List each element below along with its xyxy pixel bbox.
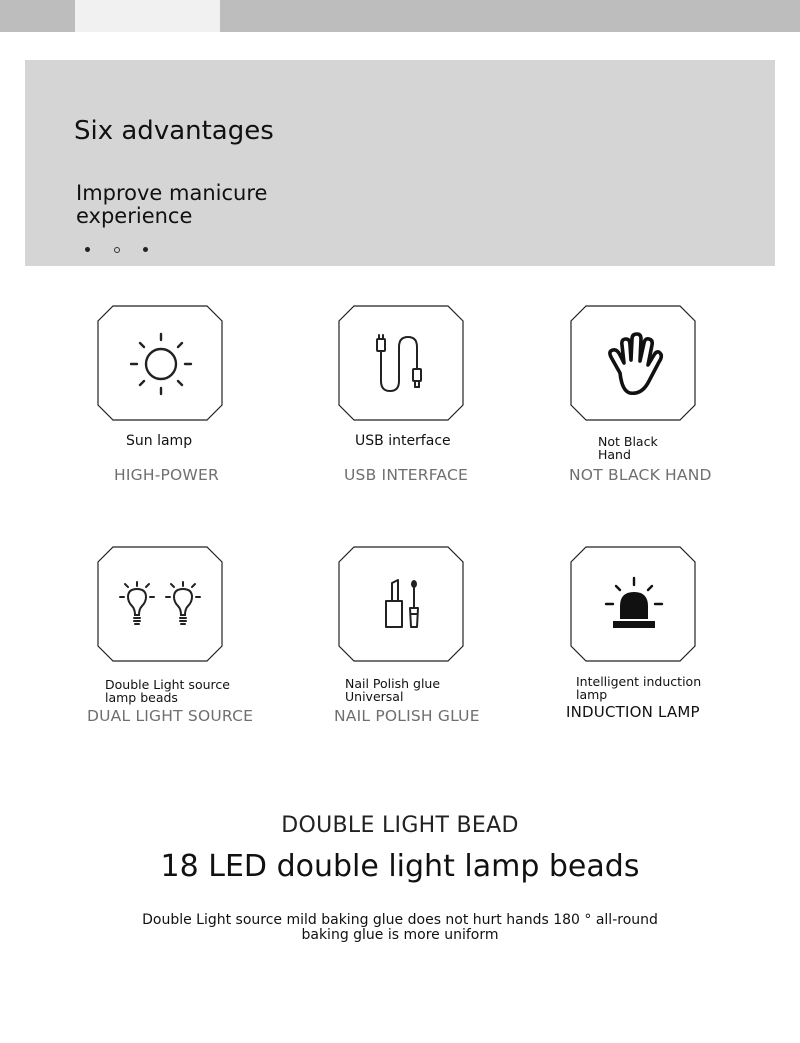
feature-caption: NOT BLACK HAND: [569, 466, 712, 484]
bulbs-icon-frame: [97, 546, 223, 662]
feature-caption: NAIL POLISH GLUE: [334, 707, 480, 725]
hand-icon-frame: [570, 305, 696, 421]
top-strip-highlight: [75, 0, 220, 32]
feature-label: Nail Polish glue Universal: [345, 676, 441, 704]
section-description: Double Light source mild baking glue does not hurt hands 180 ° all-round baking glue is more uniform: [142, 912, 658, 943]
carousel-dot-1[interactable]: [85, 247, 90, 252]
banner-title: Six advantages: [74, 116, 274, 146]
top-strip: [0, 0, 800, 32]
usb-icon-frame: [338, 305, 464, 421]
banner-subtitle: Improve manicure experience: [76, 181, 268, 228]
feature-caption: DUAL LIGHT SOURCE: [87, 707, 254, 725]
feature-label: Double Light source lamp beads: [105, 677, 230, 705]
section-kicker: DOUBLE LIGHT BEAD: [281, 813, 519, 838]
siren-icon-frame: [570, 546, 696, 662]
carousel-dot-2[interactable]: [114, 247, 120, 253]
carousel-dot-3[interactable]: [143, 247, 148, 252]
feature-label: USB interface: [355, 433, 451, 449]
advantages-banner: [25, 60, 775, 266]
feature-label: Sun lamp: [126, 433, 193, 449]
section-title: 18 LED double light lamp beads: [160, 849, 640, 884]
feature-label: Not Black Hand: [598, 434, 658, 462]
feature-caption: USB INTERFACE: [344, 466, 468, 484]
sun-icon-frame: [97, 305, 223, 421]
nail-polish-icon-frame: [338, 546, 464, 662]
feature-label: Intelligent induction lamp: [576, 674, 702, 702]
feature-caption: HIGH-POWER: [114, 466, 219, 484]
feature-caption: INDUCTION LAMP: [566, 703, 700, 721]
